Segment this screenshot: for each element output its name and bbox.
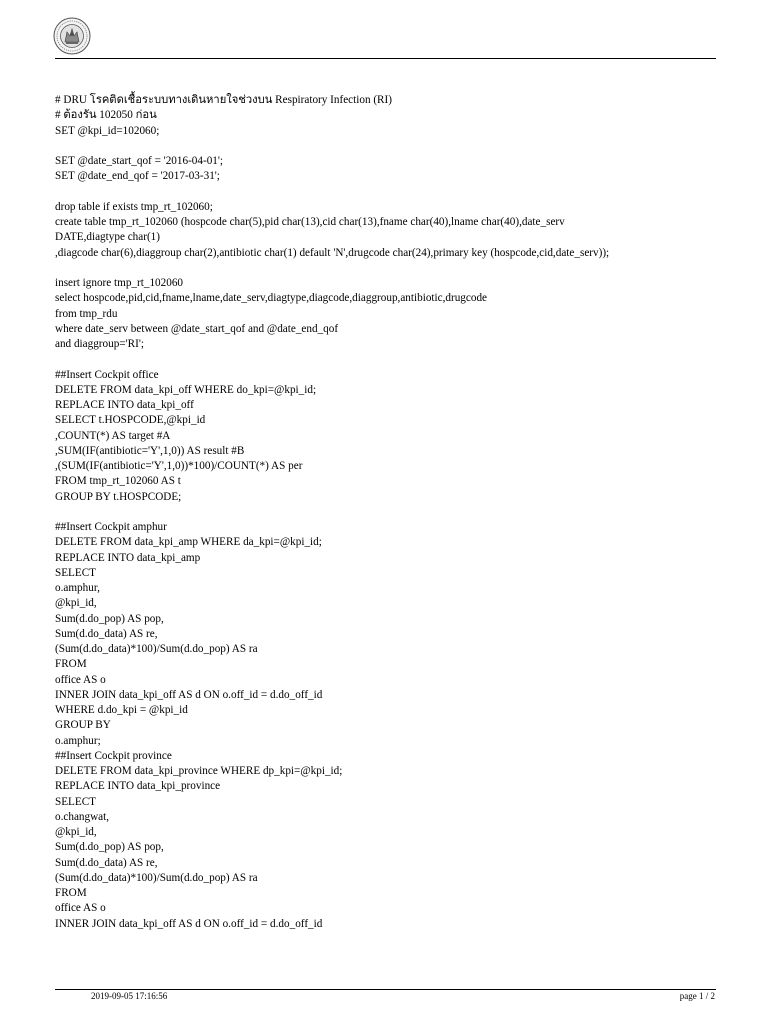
- text-line: o.changwat,: [55, 810, 110, 823]
- text-line: Sum(d.do_data) AS re,: [55, 627, 158, 640]
- text-line: # ต้องรัน 102050 ก่อน: [55, 109, 157, 122]
- text-line: REPLACE INTO data_kpi_amp: [55, 551, 201, 564]
- text-line: FROM: [55, 887, 87, 899]
- text-line: SELECT t.HOSPCODE,@kpi_id: [55, 414, 206, 427]
- text-line: FROM: [55, 658, 87, 671]
- text-line: [55, 185, 735, 200]
- text-line: SELECT: [55, 566, 97, 579]
- text-line: Sum(d.do_pop) AS pop,: [55, 841, 164, 854]
- text-line: ,diagcode char(6),diaggroup char(2),antibiotic char(1) default 'N',drugcode char(24),primary key (hospcode,cid,date_serv));: [55, 246, 610, 259]
- text-line: ,COUNT(*) AS target #A: [55, 429, 171, 442]
- text-line: WHERE d.do_kpi = @kpi_id: [55, 704, 188, 716]
- text-line: [55, 505, 735, 520]
- text-line: (Sum(d.do_data)*100)/Sum(d.do_pop) AS ra: [55, 643, 258, 655]
- text-line: DATE,diagtype char(1): [55, 231, 160, 244]
- text-line: @kpi_id,: [55, 826, 97, 838]
- footer-timestamp: 2019-09-05 17:16:56: [91, 991, 168, 1001]
- text-line: o.amphur,: [55, 582, 100, 594]
- text-line: select hospcode,pid,cid,fname,lname,date_serv,diagtype,diagcode,diaggroup,antibiotic,drugcode: [55, 292, 488, 305]
- text-line: [55, 352, 735, 367]
- header-rule: [55, 58, 716, 59]
- text-line: SELECT: [55, 795, 97, 808]
- text-line: office AS o: [55, 902, 106, 915]
- text-line: DELETE FROM data_kpi_amp WHERE da_kpi=@kpi_id;: [55, 536, 322, 549]
- text-line: DELETE FROM data_kpi_off WHERE do_kpi=@kpi_id;: [55, 383, 317, 396]
- text-line: INNER JOIN data_kpi_off AS d ON o.off_id = d.do_off_id: [55, 688, 323, 701]
- text-line: (Sum(d.do_data)*100)/Sum(d.do_pop) AS ra: [55, 871, 258, 884]
- text-line: GROUP BY t.HOSPCODE;: [55, 490, 182, 503]
- text-line: [55, 261, 735, 276]
- text-line: office AS o: [55, 673, 106, 686]
- footer-rule: [55, 989, 716, 990]
- text-line: Sum(d.do_data) AS re,: [55, 856, 158, 869]
- text-line: ##Insert Cockpit amphur: [55, 521, 167, 533]
- text-line: where date_serv between @date_start_qof and @date_end_qof: [55, 322, 339, 335]
- text-line: FROM tmp_rt_102060 AS t: [55, 475, 181, 488]
- text-line: SET @date_start_qof = '2016-04-01';: [55, 155, 224, 167]
- text-line: REPLACE INTO data_kpi_province: [55, 780, 221, 793]
- text-line: SET @date_end_qof = '2017-03-31';: [55, 170, 220, 183]
- text-line: and diaggroup='RI';: [55, 338, 144, 350]
- text-line: create table tmp_rt_102060 (hospcode char(5),pid char(13),cid char(13),fname char(40),lname char(40),date_serv: [55, 216, 565, 228]
- text-line: Sum(d.do_pop) AS pop,: [55, 612, 164, 625]
- text-line: ,SUM(IF(antibiotic='Y',1,0)) AS result #B: [55, 444, 245, 457]
- text-line: o.amphur;: [55, 734, 101, 747]
- text-line: GROUP BY: [55, 719, 111, 732]
- text-line: [55, 139, 735, 154]
- text-line: ##Insert Cockpit province: [55, 749, 172, 762]
- text-line: # DRU โรคติดเชื้อระบบทางเดินหายใจช่วงบน Respiratory Infection (RI): [55, 94, 392, 106]
- text-line: SET @kpi_id=102060;: [55, 124, 160, 137]
- text-line: insert ignore tmp_rt_102060: [55, 277, 184, 289]
- text-line: @kpi_id,: [55, 597, 97, 610]
- text-line: REPLACE INTO data_kpi_off: [55, 399, 194, 411]
- text-line: from tmp_rdu: [55, 307, 118, 320]
- text-line: drop table if exists tmp_rt_102060;: [55, 200, 213, 213]
- seal-emblem-icon: [53, 17, 91, 55]
- text-line: ,(SUM(IF(antibiotic='Y',1,0))*100)/COUNT(*) AS per: [55, 460, 303, 472]
- text-line: INNER JOIN data_kpi_off AS d ON o.off_id = d.do_off_id: [55, 917, 323, 930]
- footer-page-number: page 1 / 2: [679, 991, 715, 1001]
- text-line: DELETE FROM data_kpi_province WHERE dp_kpi=@kpi_id;: [55, 765, 343, 777]
- document-body: [55, 93, 735, 932]
- text-line: ##Insert Cockpit office: [55, 368, 159, 381]
